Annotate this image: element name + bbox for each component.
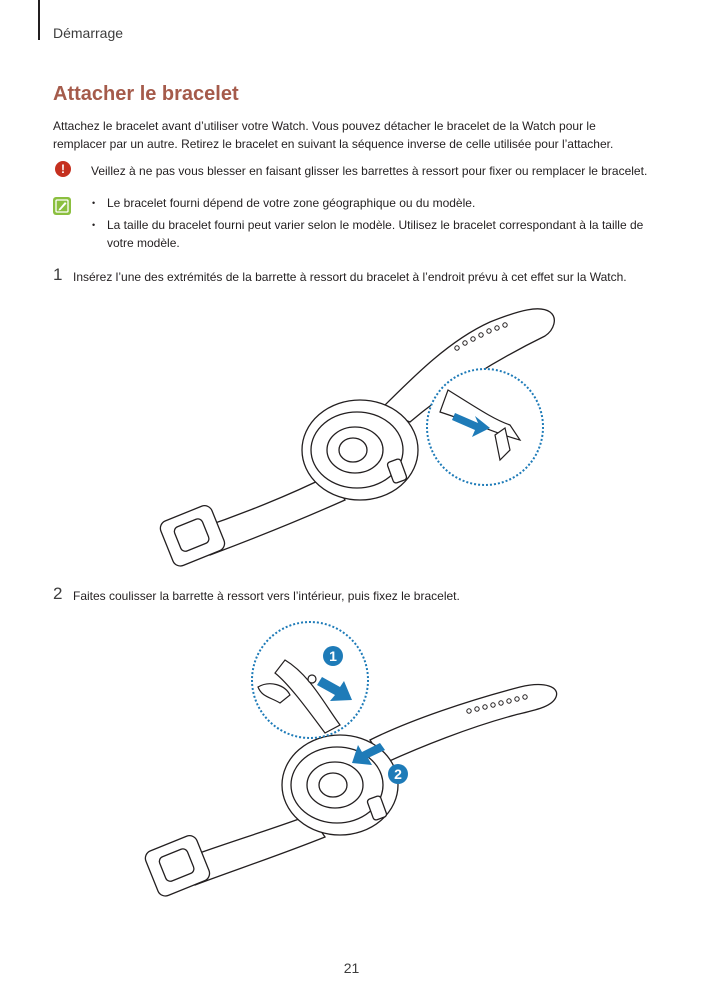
watch-illustration-1 bbox=[150, 300, 570, 570]
caution-text: Veillez à ne pas vous blesser en faisant glisser les barrettes à ressort pour fixer ou remplacer le bracelet. bbox=[91, 164, 648, 178]
caution-icon: ! bbox=[55, 161, 71, 177]
step-text: Insérez l’une des extrémités de la barrette à ressort du bracelet à l’endroit prévu à cet effet sur la Watch. bbox=[73, 270, 627, 284]
step-text: Faites coulisser la barrette à ressort vers l’intérieur, puis fixez le bracelet. bbox=[73, 589, 460, 603]
note-item: • Le bracelet fourni dépend de votre zone géographique ou du modèle. bbox=[91, 194, 651, 212]
callout-label-2: 2 bbox=[394, 766, 402, 782]
callout-label-1: 1 bbox=[329, 648, 337, 664]
page-number: 21 bbox=[343, 960, 360, 976]
section-title: Attacher le bracelet bbox=[53, 83, 239, 105]
step-number: 1 bbox=[53, 265, 63, 284]
note-item: • La taille du bracelet fourni peut varier selon le modèle. Utilisez le bracelet correspondant à la taille de votre modèle. bbox=[91, 216, 651, 252]
chapter-title: Démarrage bbox=[53, 25, 124, 41]
header-rule bbox=[38, 0, 40, 40]
step-number: 2 bbox=[53, 584, 63, 603]
watch-illustration-2 bbox=[140, 615, 570, 905]
note-list bbox=[91, 194, 651, 256]
intro-paragraph: Attachez le bracelet avant d’utiliser votre Watch. Vous pouvez détacher le bracelet de la Watch pour le remplacer par un autre. Retirez le bracelet en suivant la séquence inverse de celle utilisée pour l’attacher. bbox=[53, 119, 614, 151]
note-icon bbox=[53, 197, 71, 215]
